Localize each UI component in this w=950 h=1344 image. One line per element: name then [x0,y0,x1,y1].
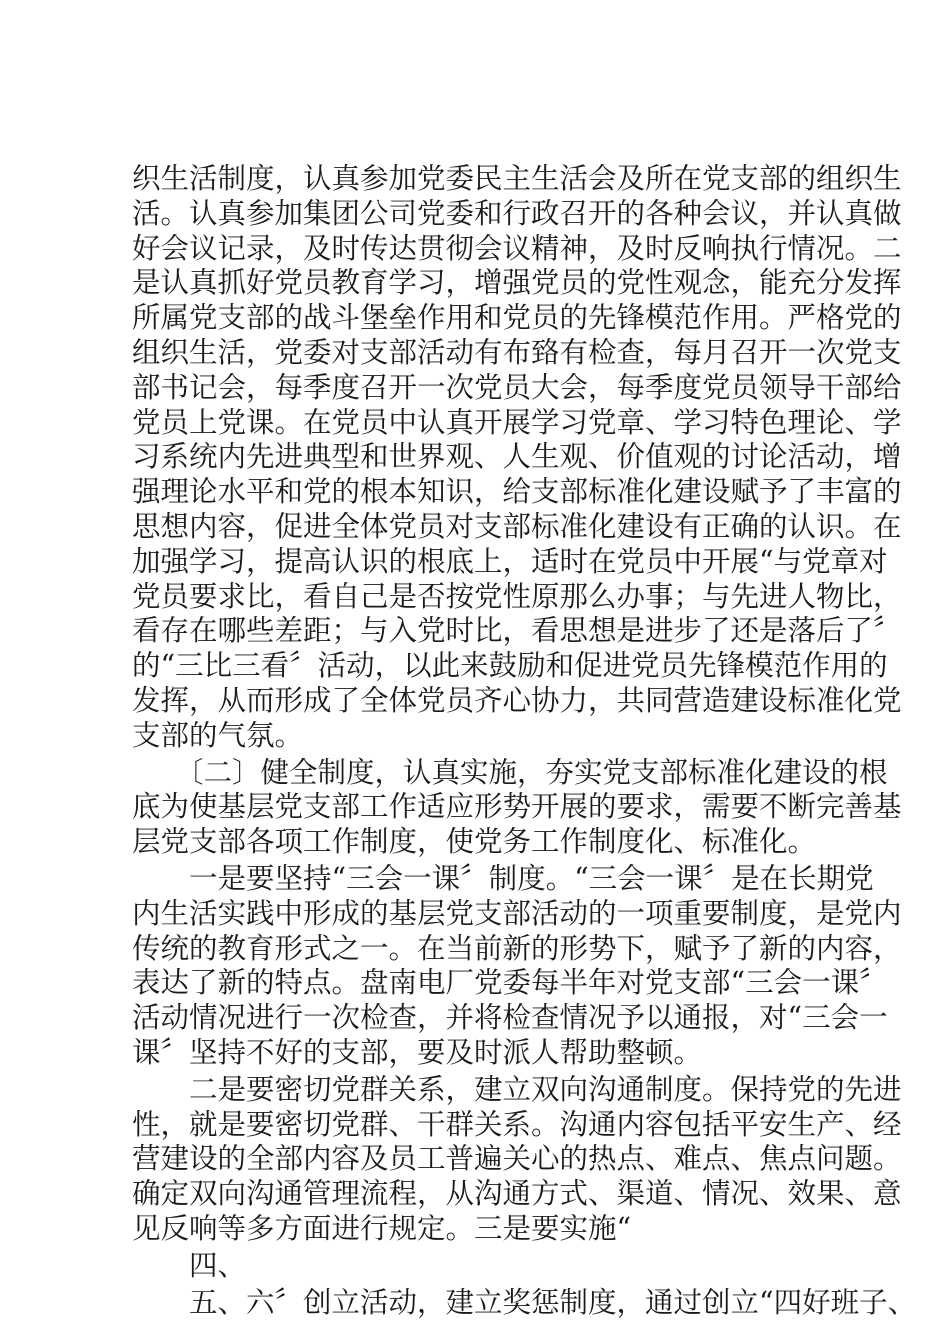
paragraph-4 [132,1072,902,1247]
text-line: 见反响等多方面进行规定。三是要实施“ [132,1211,632,1245]
text-line: 性，就是要密切党群、干群关系。沟通内容包括平安生产、经 [132,1107,902,1141]
text-line: 部书记会，每季度召开一次党员大会，每季度党员领导干部给 [132,370,902,404]
paragraph-6 [132,1285,917,1321]
text-line: 内生活实践中形成的基层党支部活动的一项重要制度，是党内 [132,896,902,930]
text-line: 习系统内先进典型和世界观、人生观、价值观的讨论活动，增 [132,440,902,474]
text-line: 五、六〞创立活动，建立奖惩制度，通过创立“四好班子、 [189,1285,917,1319]
text-line: 的“三比三看〞活动，以此来鼓励和促进党员先锋模范作用的 [132,649,888,683]
paragraph-5 [132,1249,822,1284]
text-line: 发挥，从而形成了全体党员齐心协力，共同营造建设标准化党 [132,683,902,717]
text-line: 活动情况进行一次检查，并将检查情况予以通报，对“三会一 [132,1001,888,1035]
paragraph-1 [132,162,902,754]
document-body [132,162,917,1320]
text-line: 四、 [189,1248,247,1282]
text-line: 传统的教育形式之一。在当前新的形势下，赋予了新的内容， [132,931,902,965]
text-line: 党员要求比，看自己是否按党性原那么办事；与先进人物比， [132,579,902,613]
paragraph-2 [132,755,902,860]
text-line: 党员上党课。在党员中认真开展学习党章、学习特色理论、学 [132,405,902,439]
text-line: 二是要密切党群关系，建立双向沟通制度。保持党的先进 [189,1072,902,1106]
text-line: 是认真抓好党员教育学习，增强党员的党性观念，能充分发挥 [132,266,902,300]
text-line: 营建设的全部内容及员工普遍关心的热点、难点、焦点问题。 [132,1142,902,1176]
text-line: 表达了新的特点。盘南电厂党委每半年对党支部“三会一课〞 [132,966,888,1000]
text-line: 活。认真参加集团公司党委和行政召开的各种会议，并认真做 [132,196,902,230]
text-line: 课〞坚持不好的支部，要及时派人帮助整顿。 [132,1035,703,1069]
text-line: 底为使基层党支部工作适应形势开展的要求，需要不断完善基 [132,790,902,824]
text-line: 确定双向沟通管理流程，从沟通方式、渠道、情况、效果、意 [132,1177,902,1211]
text-line: 好会议记录，及时传达贯彻会议精神，及时反响执行情况。二 [132,231,902,265]
text-line: 支部的气氛。 [132,718,304,752]
text-line: 所属党支部的战斗堡垒作用和党员的先锋模范作用。严格党的 [132,301,902,335]
text-line: 层党支部各项工作制度，使党务工作制度化、标准化。 [132,825,817,859]
text-line: 加强学习，提高认识的根底上，适时在党员中开展“与党章对 [132,544,888,578]
text-line: 强理论水平和党的根本知识，给支部标准化建设赋予了丰富的 [132,475,902,509]
text-line: 组织生活，党委对支部活动有布臵有检查，每月召开一次党支 [132,335,902,369]
text-line: 一是要坚持“三会一课〞制度。“三会一课〞是在长期党 [189,861,874,895]
paragraph-3 [132,861,902,1071]
text-line: 织生活制度，认真参加党委民主生活会及所在党支部的组织生 [132,162,902,195]
text-line: 思想内容，促进全体党员对支部标准化建设有正确的认识。在 [132,509,902,543]
text-line: 〔二〕健全制度，认真实施，夯实党支部标准化建设的根 [175,755,888,789]
text-line: 看存在哪些差距；与入党时比，看思想是进步了还是落后了〞 [132,614,902,648]
